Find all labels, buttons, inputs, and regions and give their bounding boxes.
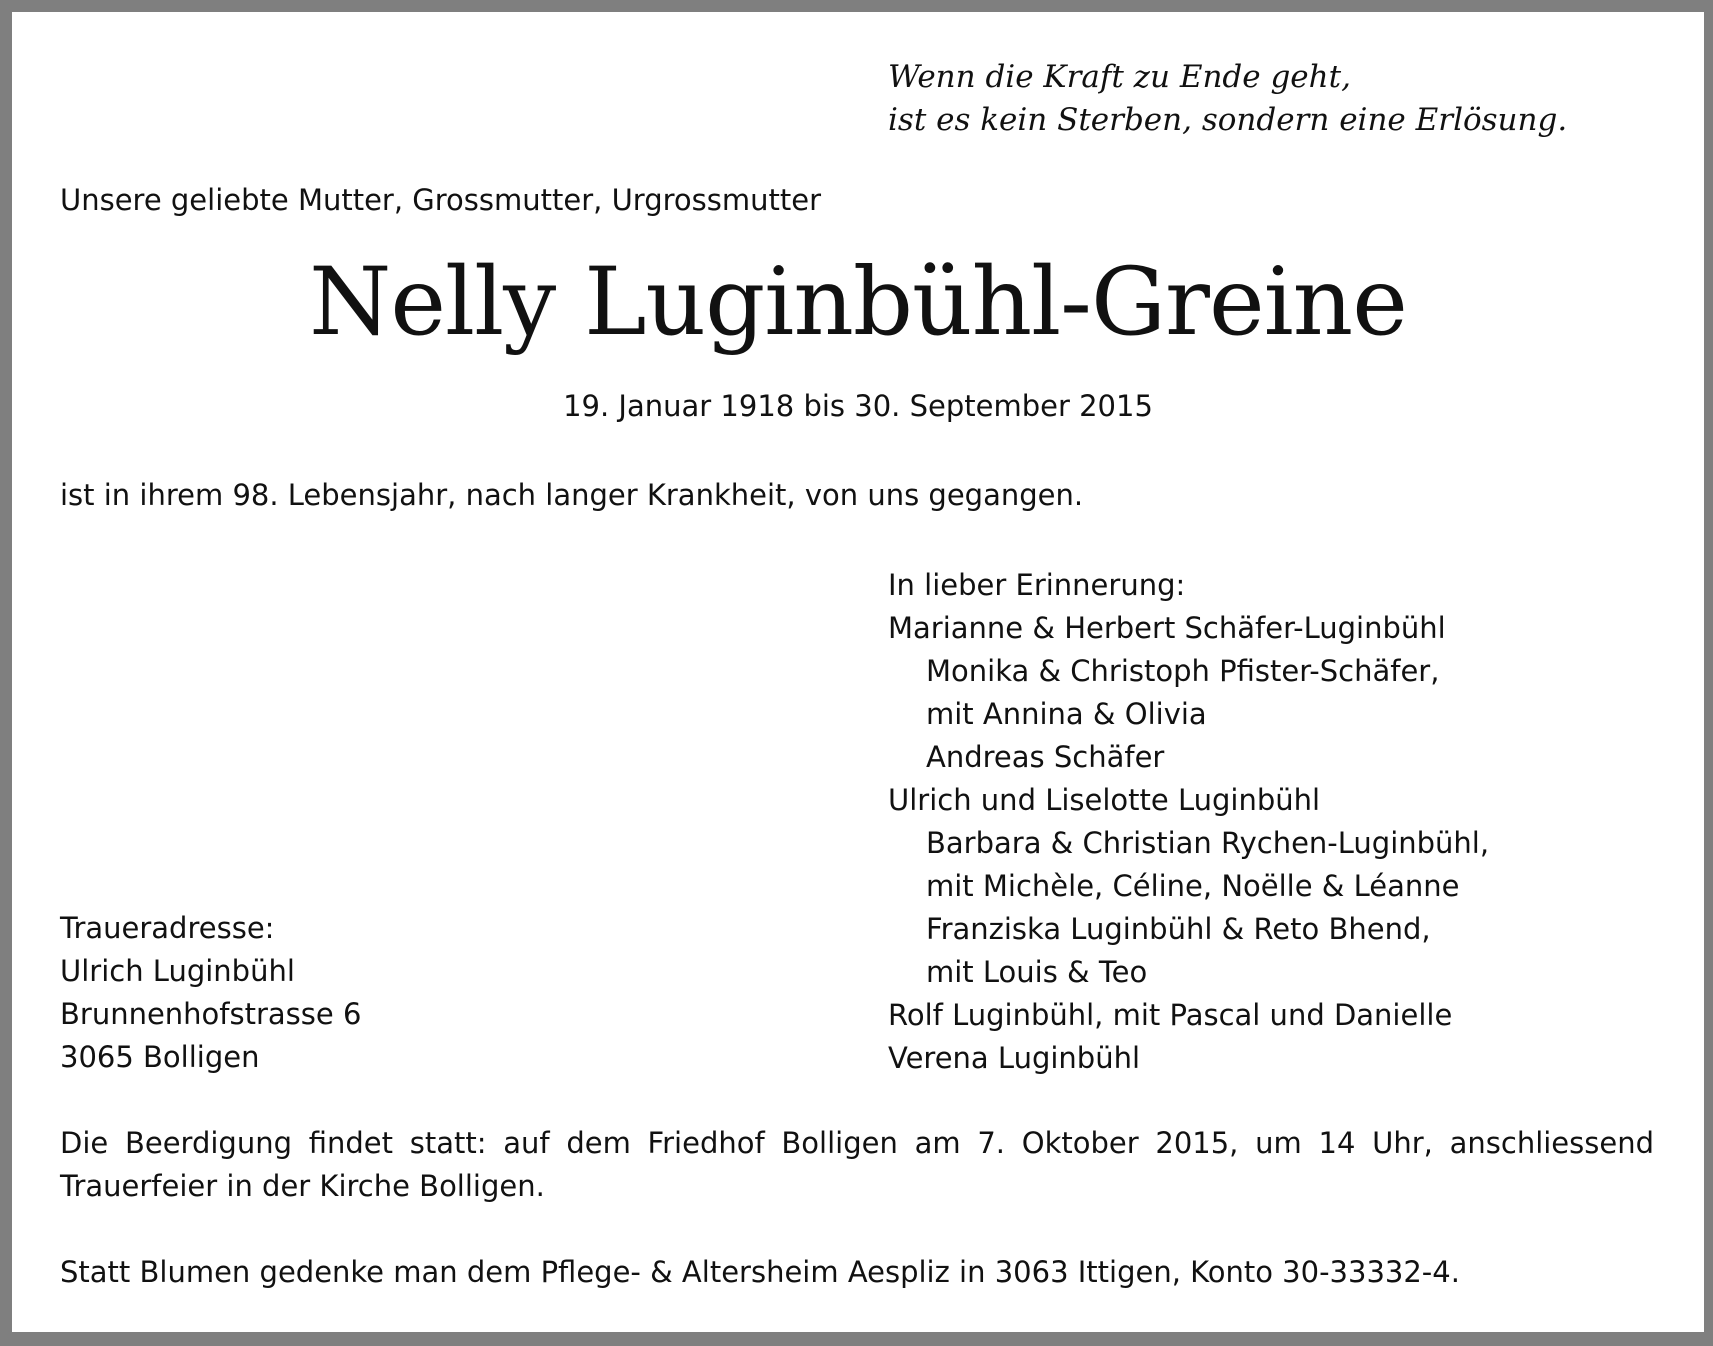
mourner-line: Ulrich und Liselotte Luginbühl: [888, 783, 1321, 817]
mourner-line: mit Michèle, Céline, Noëlle & Léanne: [926, 869, 1460, 903]
mourner-line: Andreas Schäfer: [926, 740, 1165, 774]
mourner-line: mit Louis & Teo: [926, 955, 1148, 989]
address-city: 3065 Bolligen: [60, 1040, 260, 1074]
mourner-line: Rolf Luginbühl, mit Pascal und Danielle: [888, 998, 1453, 1032]
life-dates: 19. Januar 1918 bis 30. September 2015: [563, 389, 1153, 423]
funeral-details: Die Beerdigung findet statt: auf dem Friedhof Bolligen am 7. Oktober 2015, um 14 Uhr, anschliessend Trauerfeier in der Kirche Bolligen.: [60, 1126, 1654, 1203]
motto-quote: [888, 56, 1567, 142]
intro-text: Unsere geliebte Mutter, Grossmutter, Urgrossmutter: [60, 183, 822, 217]
address-label: Traueradresse:: [60, 911, 275, 945]
motto-line-2: ist es kein Sterben, sondern eine Erlösung.: [888, 102, 1568, 138]
mourners-list: [888, 564, 1489, 1080]
mourner-line: mit Annina & Olivia: [926, 697, 1207, 731]
mourners-heading: In lieber Erinnerung:: [888, 568, 1186, 602]
mourning-address: [60, 907, 361, 1079]
address-street: Brunnenhofstrasse 6: [60, 997, 362, 1031]
mourner-line: Barbara & Christian Rychen-Luginbühl,: [926, 826, 1490, 860]
mourner-line: Verena Luginbühl: [888, 1041, 1141, 1075]
donation-note: Statt Blumen gedenke man dem Pflege- & Altersheim Aespliz in 3063 Ittigen, Konto 30-33332-4.: [60, 1255, 1460, 1289]
address-name: Ulrich Luginbühl: [60, 954, 295, 988]
motto-line-1: Wenn die Kraft zu Ende geht,: [888, 59, 1351, 95]
obituary-page: [12, 12, 1704, 1332]
mourner-line: Franziska Luginbühl & Reto Bhend,: [926, 912, 1431, 946]
passing-statement: ist in ihrem 98. Lebensjahr, nach langer Krankheit, von uns gegangen.: [60, 478, 1084, 512]
mourner-line: Monika & Christoph Pfister-Schäfer,: [926, 654, 1440, 688]
deceased-name: Nelly Luginbühl-Greine: [309, 248, 1407, 357]
mourner-line: Marianne & Herbert Schäfer-Luginbühl: [888, 611, 1446, 645]
